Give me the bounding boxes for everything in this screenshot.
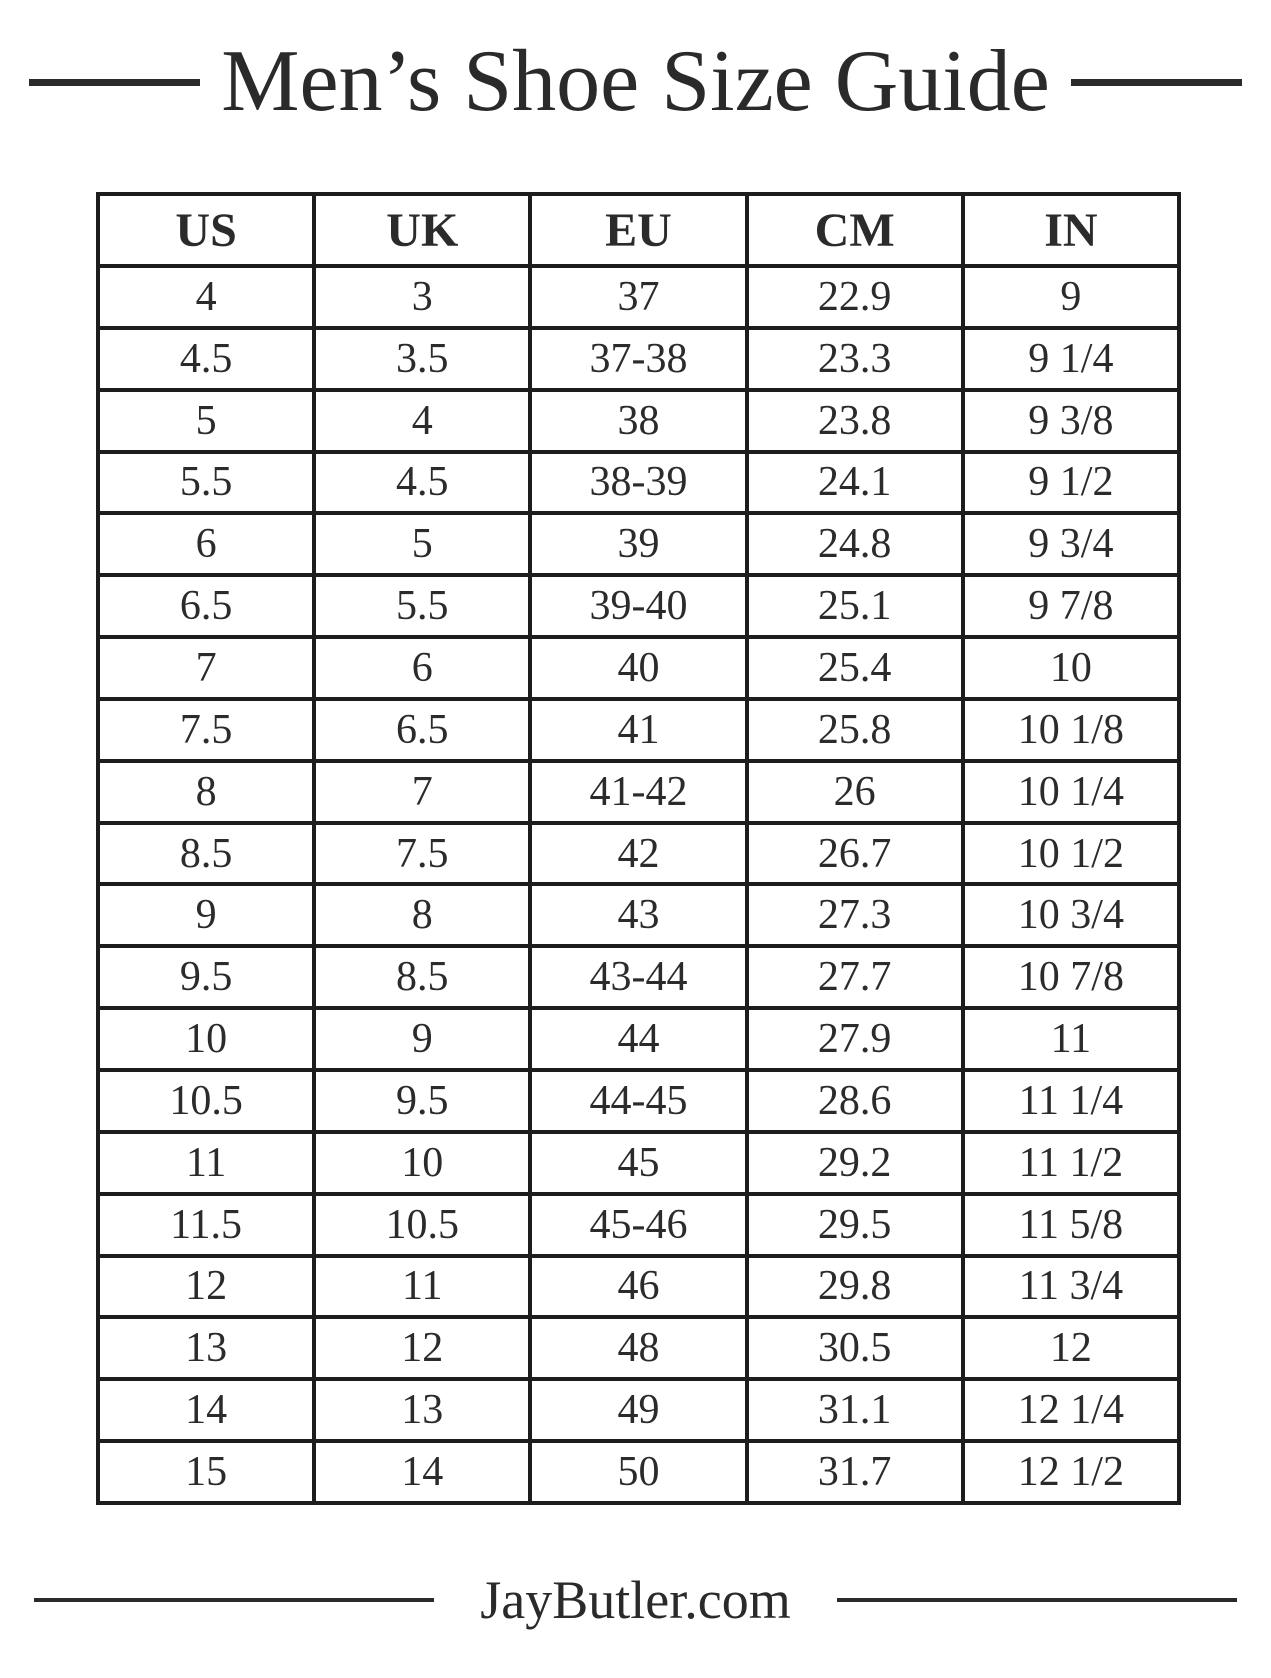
size-cell-uk: 11 [314, 1256, 530, 1318]
size-cell-uk: 5.5 [314, 575, 530, 637]
size-cell-eu: 42 [530, 823, 746, 885]
size-cell-cm: 22.9 [747, 266, 963, 328]
size-cell-eu: 45 [530, 1132, 746, 1194]
size-cell-in: 9 3/8 [963, 390, 1179, 452]
size-cell-eu: 44-45 [530, 1070, 746, 1132]
size-cell-in: 12 [963, 1317, 1179, 1379]
size-cell-cm: 23.8 [747, 390, 963, 452]
size-cell-us: 15 [98, 1441, 314, 1503]
size-cell-in: 10 3/4 [963, 884, 1179, 946]
column-header-us: US [98, 194, 314, 266]
size-cell-eu: 49 [530, 1379, 746, 1441]
size-cell-in: 9 1/2 [963, 452, 1179, 514]
size-cell-eu: 43 [530, 884, 746, 946]
table-row [98, 1070, 1179, 1132]
size-cell-us: 11.5 [98, 1194, 314, 1256]
size-cell-cm: 27.7 [747, 946, 963, 1008]
size-cell-us: 4 [98, 266, 314, 328]
title-right-dash [1071, 79, 1242, 86]
size-cell-cm: 29.8 [747, 1256, 963, 1318]
size-cell-eu: 41 [530, 699, 746, 761]
column-header-uk: UK [314, 194, 530, 266]
size-cell-cm: 29.2 [747, 1132, 963, 1194]
size-cell-uk: 7 [314, 761, 530, 823]
size-cell-us: 11 [98, 1132, 314, 1194]
table-row [98, 946, 1179, 1008]
size-cell-cm: 26.7 [747, 823, 963, 885]
footer-row [0, 1572, 1271, 1629]
size-cell-uk: 3.5 [314, 328, 530, 390]
size-cell-eu: 39 [530, 513, 746, 575]
size-cell-us: 5.5 [98, 452, 314, 514]
table-row [98, 266, 1179, 328]
footer-left-line [34, 1598, 434, 1602]
size-cell-eu: 45-46 [530, 1194, 746, 1256]
size-cell-uk: 6.5 [314, 699, 530, 761]
size-cell-us: 5 [98, 390, 314, 452]
size-cell-in: 12 1/2 [963, 1441, 1179, 1503]
column-header-in: IN [963, 194, 1179, 266]
size-cell-us: 8 [98, 761, 314, 823]
size-cell-us: 13 [98, 1317, 314, 1379]
size-cell-in: 10 1/4 [963, 761, 1179, 823]
table-row [98, 1317, 1179, 1379]
size-cell-cm: 27.3 [747, 884, 963, 946]
size-cell-uk: 9 [314, 1008, 530, 1070]
title-left-dash [29, 79, 200, 86]
size-cell-eu: 50 [530, 1441, 746, 1503]
table-row [98, 390, 1179, 452]
table-row [98, 1132, 1179, 1194]
size-cell-uk: 13 [314, 1379, 530, 1441]
size-cell-eu: 39-40 [530, 575, 746, 637]
size-cell-eu: 46 [530, 1256, 746, 1318]
size-cell-uk: 10 [314, 1132, 530, 1194]
size-cell-in: 11 3/4 [963, 1256, 1179, 1318]
size-cell-uk: 3 [314, 266, 530, 328]
size-cell-uk: 9.5 [314, 1070, 530, 1132]
page-title: Men’s Shoe Size Guide [221, 33, 1050, 130]
column-header-cm: CM [747, 194, 963, 266]
size-cell-cm: 31.1 [747, 1379, 963, 1441]
size-cell-us: 10.5 [98, 1070, 314, 1132]
size-cell-us: 4.5 [98, 328, 314, 390]
table-row [98, 575, 1179, 637]
size-cell-cm: 31.7 [747, 1441, 963, 1503]
table-row [98, 452, 1179, 514]
size-cell-uk: 4.5 [314, 452, 530, 514]
table-row [98, 699, 1179, 761]
size-cell-us: 6 [98, 513, 314, 575]
size-cell-in: 9 3/4 [963, 513, 1179, 575]
size-cell-eu: 41-42 [530, 761, 746, 823]
size-cell-in: 11 [963, 1008, 1179, 1070]
column-header-eu: EU [530, 194, 746, 266]
size-cell-cm: 25.4 [747, 637, 963, 699]
size-cell-in: 9 1/4 [963, 328, 1179, 390]
size-cell-eu: 37-38 [530, 328, 746, 390]
size-cell-eu: 38 [530, 390, 746, 452]
footer-brand: JayButler.com [480, 1570, 791, 1630]
size-cell-eu: 44 [530, 1008, 746, 1070]
size-cell-uk: 7.5 [314, 823, 530, 885]
size-cell-cm: 29.5 [747, 1194, 963, 1256]
size-table [96, 192, 1181, 1505]
size-cell-eu: 38-39 [530, 452, 746, 514]
size-cell-cm: 30.5 [747, 1317, 963, 1379]
size-cell-in: 9 7/8 [963, 575, 1179, 637]
size-cell-cm: 25.8 [747, 699, 963, 761]
size-cell-uk: 14 [314, 1441, 530, 1503]
size-cell-in: 11 1/2 [963, 1132, 1179, 1194]
size-cell-us: 14 [98, 1379, 314, 1441]
size-cell-us: 9.5 [98, 946, 314, 1008]
size-table-head [98, 194, 1179, 266]
size-cell-in: 9 [963, 266, 1179, 328]
table-row [98, 1194, 1179, 1256]
size-cell-in: 11 5/8 [963, 1194, 1179, 1256]
size-cell-us: 9 [98, 884, 314, 946]
size-cell-uk: 8 [314, 884, 530, 946]
size-cell-in: 11 1/4 [963, 1070, 1179, 1132]
table-row [98, 1441, 1179, 1503]
table-row [98, 513, 1179, 575]
table-row [98, 637, 1179, 699]
size-cell-cm: 24.1 [747, 452, 963, 514]
table-row [98, 1256, 1179, 1318]
size-cell-uk: 5 [314, 513, 530, 575]
table-row [98, 884, 1179, 946]
size-cell-us: 7.5 [98, 699, 314, 761]
size-cell-eu: 43-44 [530, 946, 746, 1008]
table-row [98, 823, 1179, 885]
size-cell-in: 10 7/8 [963, 946, 1179, 1008]
size-cell-uk: 10.5 [314, 1194, 530, 1256]
size-cell-us: 6.5 [98, 575, 314, 637]
size-cell-uk: 6 [314, 637, 530, 699]
size-cell-cm: 24.8 [747, 513, 963, 575]
size-cell-us: 8.5 [98, 823, 314, 885]
table-row [98, 328, 1179, 390]
size-cell-cm: 25.1 [747, 575, 963, 637]
size-cell-in: 10 1/2 [963, 823, 1179, 885]
size-cell-cm: 27.9 [747, 1008, 963, 1070]
size-cell-eu: 48 [530, 1317, 746, 1379]
size-cell-us: 10 [98, 1008, 314, 1070]
size-cell-uk: 4 [314, 390, 530, 452]
size-table-body [98, 266, 1179, 1503]
title-row [0, 33, 1271, 130]
header-row [98, 194, 1179, 266]
size-cell-us: 7 [98, 637, 314, 699]
table-row [98, 761, 1179, 823]
table-row [98, 1379, 1179, 1441]
size-cell-cm: 26 [747, 761, 963, 823]
footer-right-line [837, 1598, 1237, 1602]
size-cell-eu: 37 [530, 266, 746, 328]
size-cell-uk: 8.5 [314, 946, 530, 1008]
size-cell-cm: 28.6 [747, 1070, 963, 1132]
size-cell-us: 12 [98, 1256, 314, 1318]
size-cell-cm: 23.3 [747, 328, 963, 390]
size-cell-uk: 12 [314, 1317, 530, 1379]
size-cell-eu: 40 [530, 637, 746, 699]
table-row [98, 1008, 1179, 1070]
size-cell-in: 10 1/8 [963, 699, 1179, 761]
size-cell-in: 10 [963, 637, 1179, 699]
size-cell-in: 12 1/4 [963, 1379, 1179, 1441]
